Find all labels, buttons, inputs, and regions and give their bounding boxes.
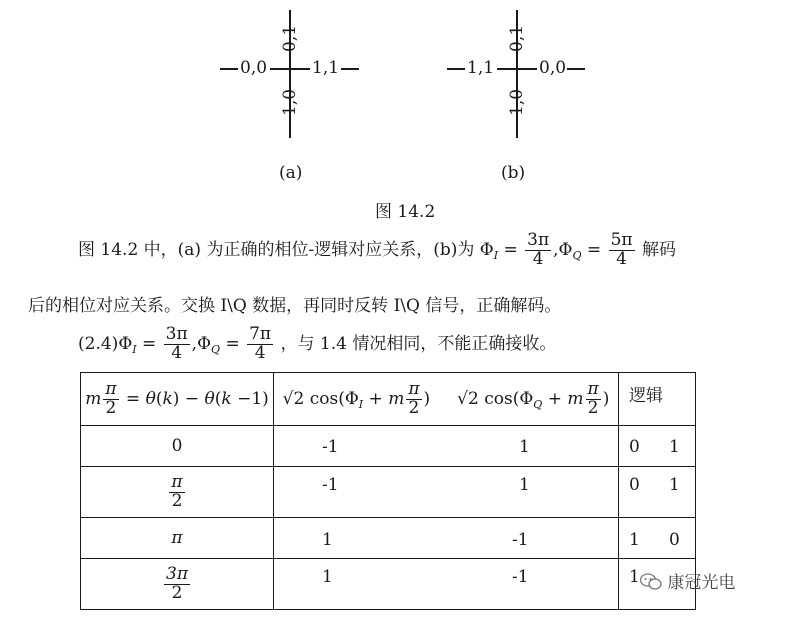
diagram-b-left-axis xyxy=(447,68,465,70)
paragraph-2: 后的相位对应关系。交换 I\Q 数据，再同时反转 I\Q 信号，正确解码。 xyxy=(28,296,562,316)
diagram-a-center-axis xyxy=(270,68,310,70)
paragraph-1-tail: 解码 xyxy=(641,239,676,260)
diagram-b-bottom-label: 1,0 xyxy=(507,88,527,116)
diagram-a-left-label: 0,0 xyxy=(240,58,268,78)
logic-table xyxy=(80,372,696,610)
table-row xyxy=(81,426,696,467)
row2-values: -1 1 xyxy=(274,467,619,518)
table-row xyxy=(81,467,696,518)
header-phase: m $\frac{\pi}{2}$ = θ(k) − θ(k −1) xyxy=(81,373,274,426)
phi-q-fraction: $\frac{5\pi}{4}$ xyxy=(610,230,633,269)
row1-logic: 0 1 xyxy=(619,426,696,467)
row1-values: -1 1 xyxy=(274,426,619,467)
row3-logic: 1 0 xyxy=(619,518,696,559)
row2-logic: 0 1 xyxy=(619,467,696,518)
diagram-b-left-label: 1,1 xyxy=(467,58,495,78)
wechat-icon xyxy=(640,573,662,591)
phi-q-symbol: $\Phi_Q$ = xyxy=(558,239,602,262)
header-logic: 逻辑 xyxy=(619,373,696,426)
diagram-b-right-label: 0,0 xyxy=(539,58,567,78)
row3-phase: π xyxy=(81,518,274,559)
row2-phase: $\frac{\pi}{2}$ xyxy=(81,467,274,518)
diagram-a-right-axis xyxy=(341,68,359,70)
diagram-a-top-label: 0,1 xyxy=(280,24,300,52)
diagram-a-caption: (a) xyxy=(279,163,303,183)
row4-logic: 1 xyxy=(619,559,696,610)
header-iq: √2 $\cos(\Phi_I + m$ $\frac{\pi}{2}$ ) √2 $\cos(\Phi_Q + m$ $\frac{\pi}{2}$ ) xyxy=(274,373,619,426)
diagram-a-left-axis xyxy=(220,68,238,70)
watermark xyxy=(640,568,735,593)
paragraph-3: $(2.4)\Phi_I$ = $\frac{3\pi}{4}$ $,\Phi_Q$ = $\frac{7\pi}{4}$ ，与 1.4 情况相同，不能正确接收。 xyxy=(78,324,557,363)
paragraph-3-tail: ，与 1.4 情况相同，不能正确接收。 xyxy=(280,333,557,354)
diagram-b-right-axis xyxy=(567,68,585,70)
paragraph-1: 图 14.2 中，(a) 为正确的相位-逻辑对应关系，(b)为 $\Phi_I$ = $\frac{3\pi}{4}$ $,\Phi_Q$ = $\frac{5\pi}{4}$ 解码 xyxy=(78,230,676,269)
phi-q-fraction-2: $\frac{7\pi}{4}$ xyxy=(249,324,272,363)
row1-phase: 0 xyxy=(81,426,274,467)
diagram-b-top-label: 0,1 xyxy=(507,24,527,52)
row4-values: 1 -1 xyxy=(274,559,619,610)
equation-number: (2.4) xyxy=(78,333,119,354)
paragraph-1-text: 图 14.2 中，(a) 为正确的相位-逻辑对应关系，(b)为 xyxy=(78,239,475,260)
phi-i-fraction-2: $\frac{3\pi}{4}$ xyxy=(165,324,188,363)
diagram-a-bottom-label: 1,0 xyxy=(280,88,300,116)
row3-values: 1 -1 xyxy=(274,518,619,559)
diagram-a-right-label: 1,1 xyxy=(312,58,340,78)
watermark-text: 康冠光电 xyxy=(667,573,736,593)
diagram-b-center-axis xyxy=(497,68,537,70)
phi-i-fraction: $\frac{3\pi}{4}$ xyxy=(527,230,550,269)
row4-phase: $\frac{3\pi}{2}$ xyxy=(81,559,274,610)
table-row xyxy=(81,518,696,559)
phi-i-symbol: $\Phi_I$ = xyxy=(479,239,518,262)
figure-caption: 图 14.2 xyxy=(375,202,436,222)
diagram-b-caption: (b) xyxy=(501,163,526,183)
table-header-row xyxy=(81,373,696,426)
table-row xyxy=(81,559,696,610)
